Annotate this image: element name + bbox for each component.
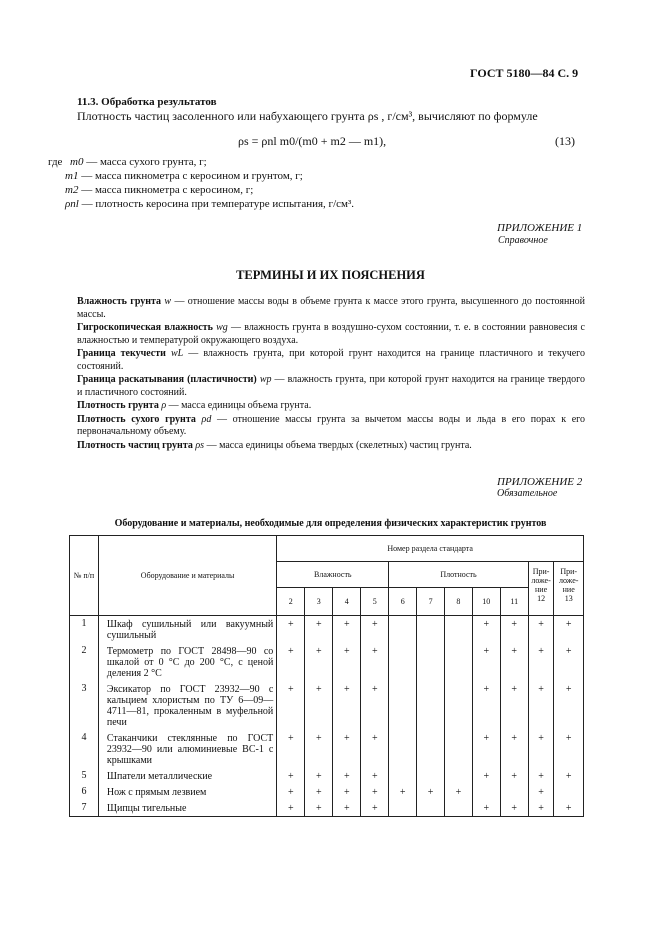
mark: +: [472, 800, 500, 817]
mark: +: [528, 784, 554, 800]
mark: +: [361, 800, 389, 817]
section-title: 11.3. Обработка результатов: [77, 96, 217, 108]
table-row: [70, 643, 584, 681]
appendix1-status: Справочное: [498, 235, 548, 246]
mark: +: [500, 768, 528, 784]
mark: +: [305, 681, 333, 730]
mark: +: [528, 800, 554, 817]
mark: +: [277, 616, 305, 644]
mark: +: [472, 616, 500, 644]
row-equipment: Щипцы тигельные: [98, 800, 276, 817]
equipment-table: [69, 535, 584, 817]
appendix2-status: Обязательное: [497, 488, 558, 499]
mark: +: [277, 730, 305, 768]
mark: [417, 768, 445, 784]
mark: +: [500, 730, 528, 768]
term-item: Граница раскатывания (пластичности) wp — влажность грунта, при которой грунт находится на границе твердого и пластичного состояний.: [77, 374, 586, 398]
mark: +: [361, 768, 389, 784]
table-row: [70, 768, 584, 784]
row-equipment: Шкаф сушильный или вакуумный сушильный: [98, 616, 276, 644]
formula: ρs = ρnl m0/(m0 + m2 — m1),: [238, 134, 387, 148]
table-row: [70, 784, 584, 800]
mark: +: [528, 681, 554, 730]
mark: [389, 616, 417, 644]
header-col: 7: [417, 588, 445, 616]
mark: +: [305, 730, 333, 768]
where-list: [48, 156, 588, 212]
mark: +: [554, 768, 584, 784]
mark: +: [472, 681, 500, 730]
mark: [554, 784, 584, 800]
where-item: m2 — масса пикнометра с керосином, г;: [65, 184, 254, 196]
row-number: 6: [70, 784, 99, 800]
mark: [417, 730, 445, 768]
mark: [389, 730, 417, 768]
table-row: [70, 681, 584, 730]
row-number: 4: [70, 730, 99, 768]
mark: [389, 643, 417, 681]
mark: [417, 681, 445, 730]
mark: [472, 784, 500, 800]
mark: [417, 643, 445, 681]
where-item: ρnl — плотность керосина при температуре испытания, г/см³.: [65, 198, 355, 210]
mark: +: [444, 784, 472, 800]
mark: +: [554, 643, 584, 681]
header-col: 2: [277, 588, 305, 616]
mark: +: [277, 800, 305, 817]
mark: [389, 800, 417, 817]
table-row: [70, 616, 584, 644]
header-col: 4: [333, 588, 361, 616]
mark: [389, 681, 417, 730]
mark: +: [305, 616, 333, 644]
appendix1-label: ПРИЛОЖЕНИЕ 1: [497, 222, 583, 234]
table-row: [70, 800, 584, 817]
mark: +: [361, 784, 389, 800]
term-item: Гигроскопическая влажность wg — влажность грунта в воздушно-сухом состоянии, т. е. в состоянии равновесия с влажностью и температурой окружающего воздуха.: [77, 322, 585, 346]
mark: [444, 681, 472, 730]
mark: +: [500, 800, 528, 817]
mark: [417, 800, 445, 817]
mark: +: [361, 616, 389, 644]
where-item: где m0 — масса сухого грунта, г;: [48, 156, 207, 168]
mark: [444, 616, 472, 644]
row-number: 7: [70, 800, 99, 817]
section-intro: Плотность частиц засоленного или набухающего грунта ρs , г/см³, вычисляют по формуле: [77, 109, 538, 123]
header-moisture: Влажность: [277, 562, 389, 588]
row-number: 3: [70, 681, 99, 730]
table-title: Оборудование и материалы, необходимые для определения физических характеристик грунтов: [114, 518, 547, 529]
appendix1-title: ТЕРМИНЫ И ИХ ПОЯСНЕНИЯ: [236, 268, 425, 282]
header-col: 8: [444, 588, 472, 616]
mark: +: [500, 681, 528, 730]
mark: +: [554, 800, 584, 817]
page-header: ГОСТ 5180—84 С. 9: [470, 66, 579, 80]
mark: +: [305, 784, 333, 800]
mark: +: [305, 768, 333, 784]
mark: +: [528, 616, 554, 644]
mark: +: [333, 643, 361, 681]
row-equipment: Нож с прямым лезвием: [98, 784, 276, 800]
row-number: 1: [70, 616, 99, 644]
row-number: 2: [70, 643, 99, 681]
mark: [444, 730, 472, 768]
mark: [500, 784, 528, 800]
mark: +: [528, 768, 554, 784]
term-item: Плотность частиц грунта ρs — масса единицы объема твердых (скелетных) частиц грунта.: [77, 439, 472, 451]
mark: +: [528, 643, 554, 681]
header-col: 6: [389, 588, 417, 616]
mark: +: [333, 768, 361, 784]
mark: [417, 616, 445, 644]
header-col: 3: [305, 588, 333, 616]
header-density: Плотность: [389, 562, 528, 588]
header-section-no: Номер раздела стандарта: [277, 536, 584, 562]
term-item: Влажность грунта w — отношение массы воды в объеме грунта к массе этого грунта, высушенного до постоянной массы.: [77, 296, 585, 320]
header-appendix-13: При-ложе-ние 13: [554, 562, 584, 616]
formula-number: (13): [555, 134, 575, 148]
mark: +: [500, 643, 528, 681]
header-equipment: Оборудование и материалы: [98, 536, 276, 616]
mark: +: [389, 784, 417, 800]
row-equipment: Термометр по ГОСТ 28498—90 со шкалой от 0 °С до 200 °С, с ценой деления 2 °С: [98, 643, 276, 681]
mark: +: [417, 784, 445, 800]
table-row: [70, 730, 584, 768]
where-item: m1 — масса пикнометра с керосином и грунтом, г;: [65, 170, 303, 182]
mark: [444, 768, 472, 784]
header-col: 5: [361, 588, 389, 616]
mark: +: [277, 681, 305, 730]
mark: [444, 643, 472, 681]
mark: [444, 800, 472, 817]
mark: +: [361, 643, 389, 681]
row-equipment: Стаканчики стеклянные по ГОСТ 23932—90 или алюминиевые ВС-1 с крышками: [98, 730, 276, 768]
mark: +: [554, 616, 584, 644]
mark: +: [333, 730, 361, 768]
term-item: Плотность грунта ρ — масса единицы объема грунта.: [77, 400, 312, 411]
mark: +: [305, 643, 333, 681]
mark: +: [554, 681, 584, 730]
row-equipment: Шпатели металлические: [98, 768, 276, 784]
mark: +: [305, 800, 333, 817]
mark: +: [333, 681, 361, 730]
terms-list: [77, 296, 585, 453]
mark: +: [361, 681, 389, 730]
term-item: Граница текучести wL — влажность грунта, при которой грунт находится на границе пластичного и текучего состояний.: [77, 348, 586, 372]
mark: +: [277, 784, 305, 800]
header-appendix-12: При-ложе-ние 12: [528, 562, 554, 616]
term-item: Плотность сухого грунта ρd — отношение массы грунта за вычетом массы воды и льда в его порах к его первоначальному объему.: [77, 413, 586, 437]
row-number: 5: [70, 768, 99, 784]
mark: +: [277, 768, 305, 784]
mark: [389, 768, 417, 784]
mark: +: [528, 730, 554, 768]
mark: +: [500, 616, 528, 644]
mark: +: [333, 784, 361, 800]
header-num: № п/п: [70, 536, 99, 616]
appendix2-label: ПРИЛОЖЕНИЕ 2: [497, 476, 583, 488]
mark: +: [472, 768, 500, 784]
mark: +: [361, 730, 389, 768]
header-col: 11: [500, 588, 528, 616]
mark: +: [333, 800, 361, 817]
mark: +: [554, 730, 584, 768]
mark: +: [277, 643, 305, 681]
mark: +: [472, 643, 500, 681]
mark: +: [333, 616, 361, 644]
header-col: 10: [472, 588, 500, 616]
mark: +: [472, 730, 500, 768]
row-equipment: Эксикатор по ГОСТ 23932—90 с кальцием хлористым по ТУ 6—09—4711—81, прокаленным в муфельной печи: [98, 681, 276, 730]
